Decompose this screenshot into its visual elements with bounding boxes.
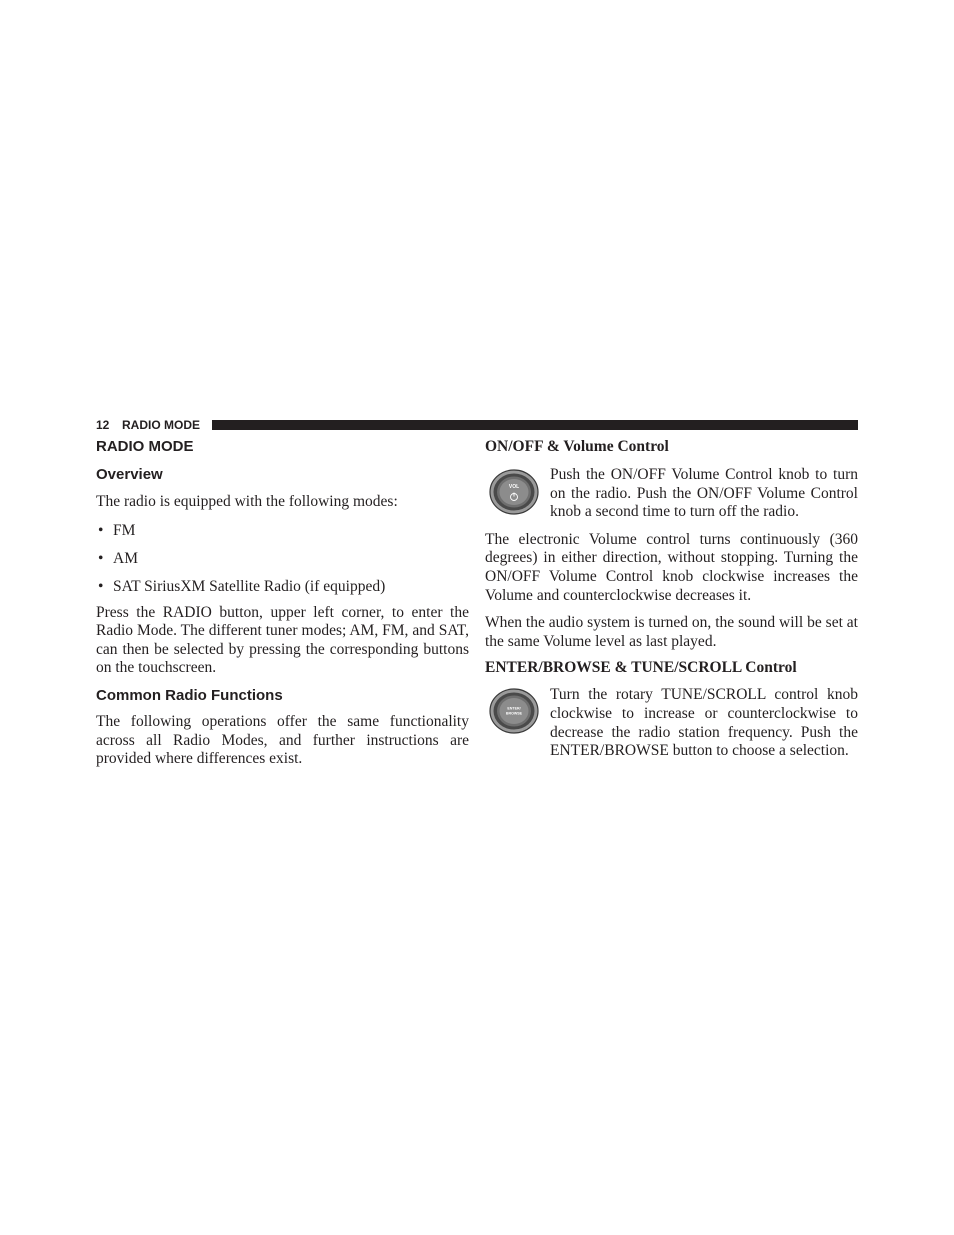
common-functions-text: The following operations offer the same functionality across all Radio Modes, and further instructions are provided where differences exist. <box>96 712 469 768</box>
tune-scroll-knob-icon <box>489 688 539 734</box>
left-column <box>96 437 469 769</box>
overview-heading: Overview <box>96 466 163 483</box>
list-item <box>96 577 469 596</box>
mode-label: AM <box>113 549 138 567</box>
page-header <box>96 417 858 433</box>
bullet-icon: • <box>98 577 104 595</box>
mode-label: SAT SiriusXM Satellite Radio (if equipped) <box>113 577 386 595</box>
radio-button-text: Press the RADIO button, upper left corner, to enter the Radio Mode. The different tuner modes; AM, FM, and SAT, can then be selected by pressing the corresponding buttons on the touchscreen. <box>96 603 469 677</box>
bullet-icon: • <box>98 549 104 567</box>
section-title: RADIO MODE <box>96 438 194 455</box>
onoff-block <box>485 466 858 522</box>
volume-knob-icon <box>489 469 539 515</box>
enter-browse-heading: ENTER/BROWSE & TUNE/SCROLL Control <box>485 659 797 677</box>
audio-system-text: When the audio system is turned on, the sound will be set at the same Volume level as last played. <box>485 614 858 650</box>
page-number: 12 <box>96 418 110 432</box>
header-section-title: RADIO MODE <box>122 418 200 432</box>
list-item <box>96 521 469 540</box>
common-functions-heading: Common Radio Functions <box>96 686 283 704</box>
mode-label: FM <box>113 521 136 539</box>
right-column <box>485 437 858 761</box>
tune-knob-label-top: ENTER/ <box>507 706 521 711</box>
list-item <box>96 549 469 568</box>
volume-knob-label: VOL <box>508 484 520 490</box>
header-rule <box>212 420 858 430</box>
onoff-heading: ON/OFF & Volume Control <box>485 438 669 455</box>
enter-browse-block <box>485 686 858 760</box>
tune-knob-label-bottom: BROWSE <box>505 711 523 716</box>
bullet-icon: • <box>98 521 104 539</box>
enter-browse-text: Turn the rotary TUNE/SCROLL control knob clockwise to increase or counterclockwise to decrease the radio station frequency. Push the ENTER/BROWSE button to choose a selection. <box>550 686 858 760</box>
electronic-volume-text: The electronic Volume control turns continuously (360 degrees) in either direction, without stopping. Turning the ON/OFF Volume Control knob clockwise increases the Volume and counterclockwise decreases it. <box>485 530 858 604</box>
overview-text: The radio is equipped with the following modes: <box>96 493 398 510</box>
onoff-text: Push the ON/OFF Volume Control knob to turn on the radio. Push the ON/OFF Volume Control knob a second time to turn off the radio. <box>550 466 858 521</box>
